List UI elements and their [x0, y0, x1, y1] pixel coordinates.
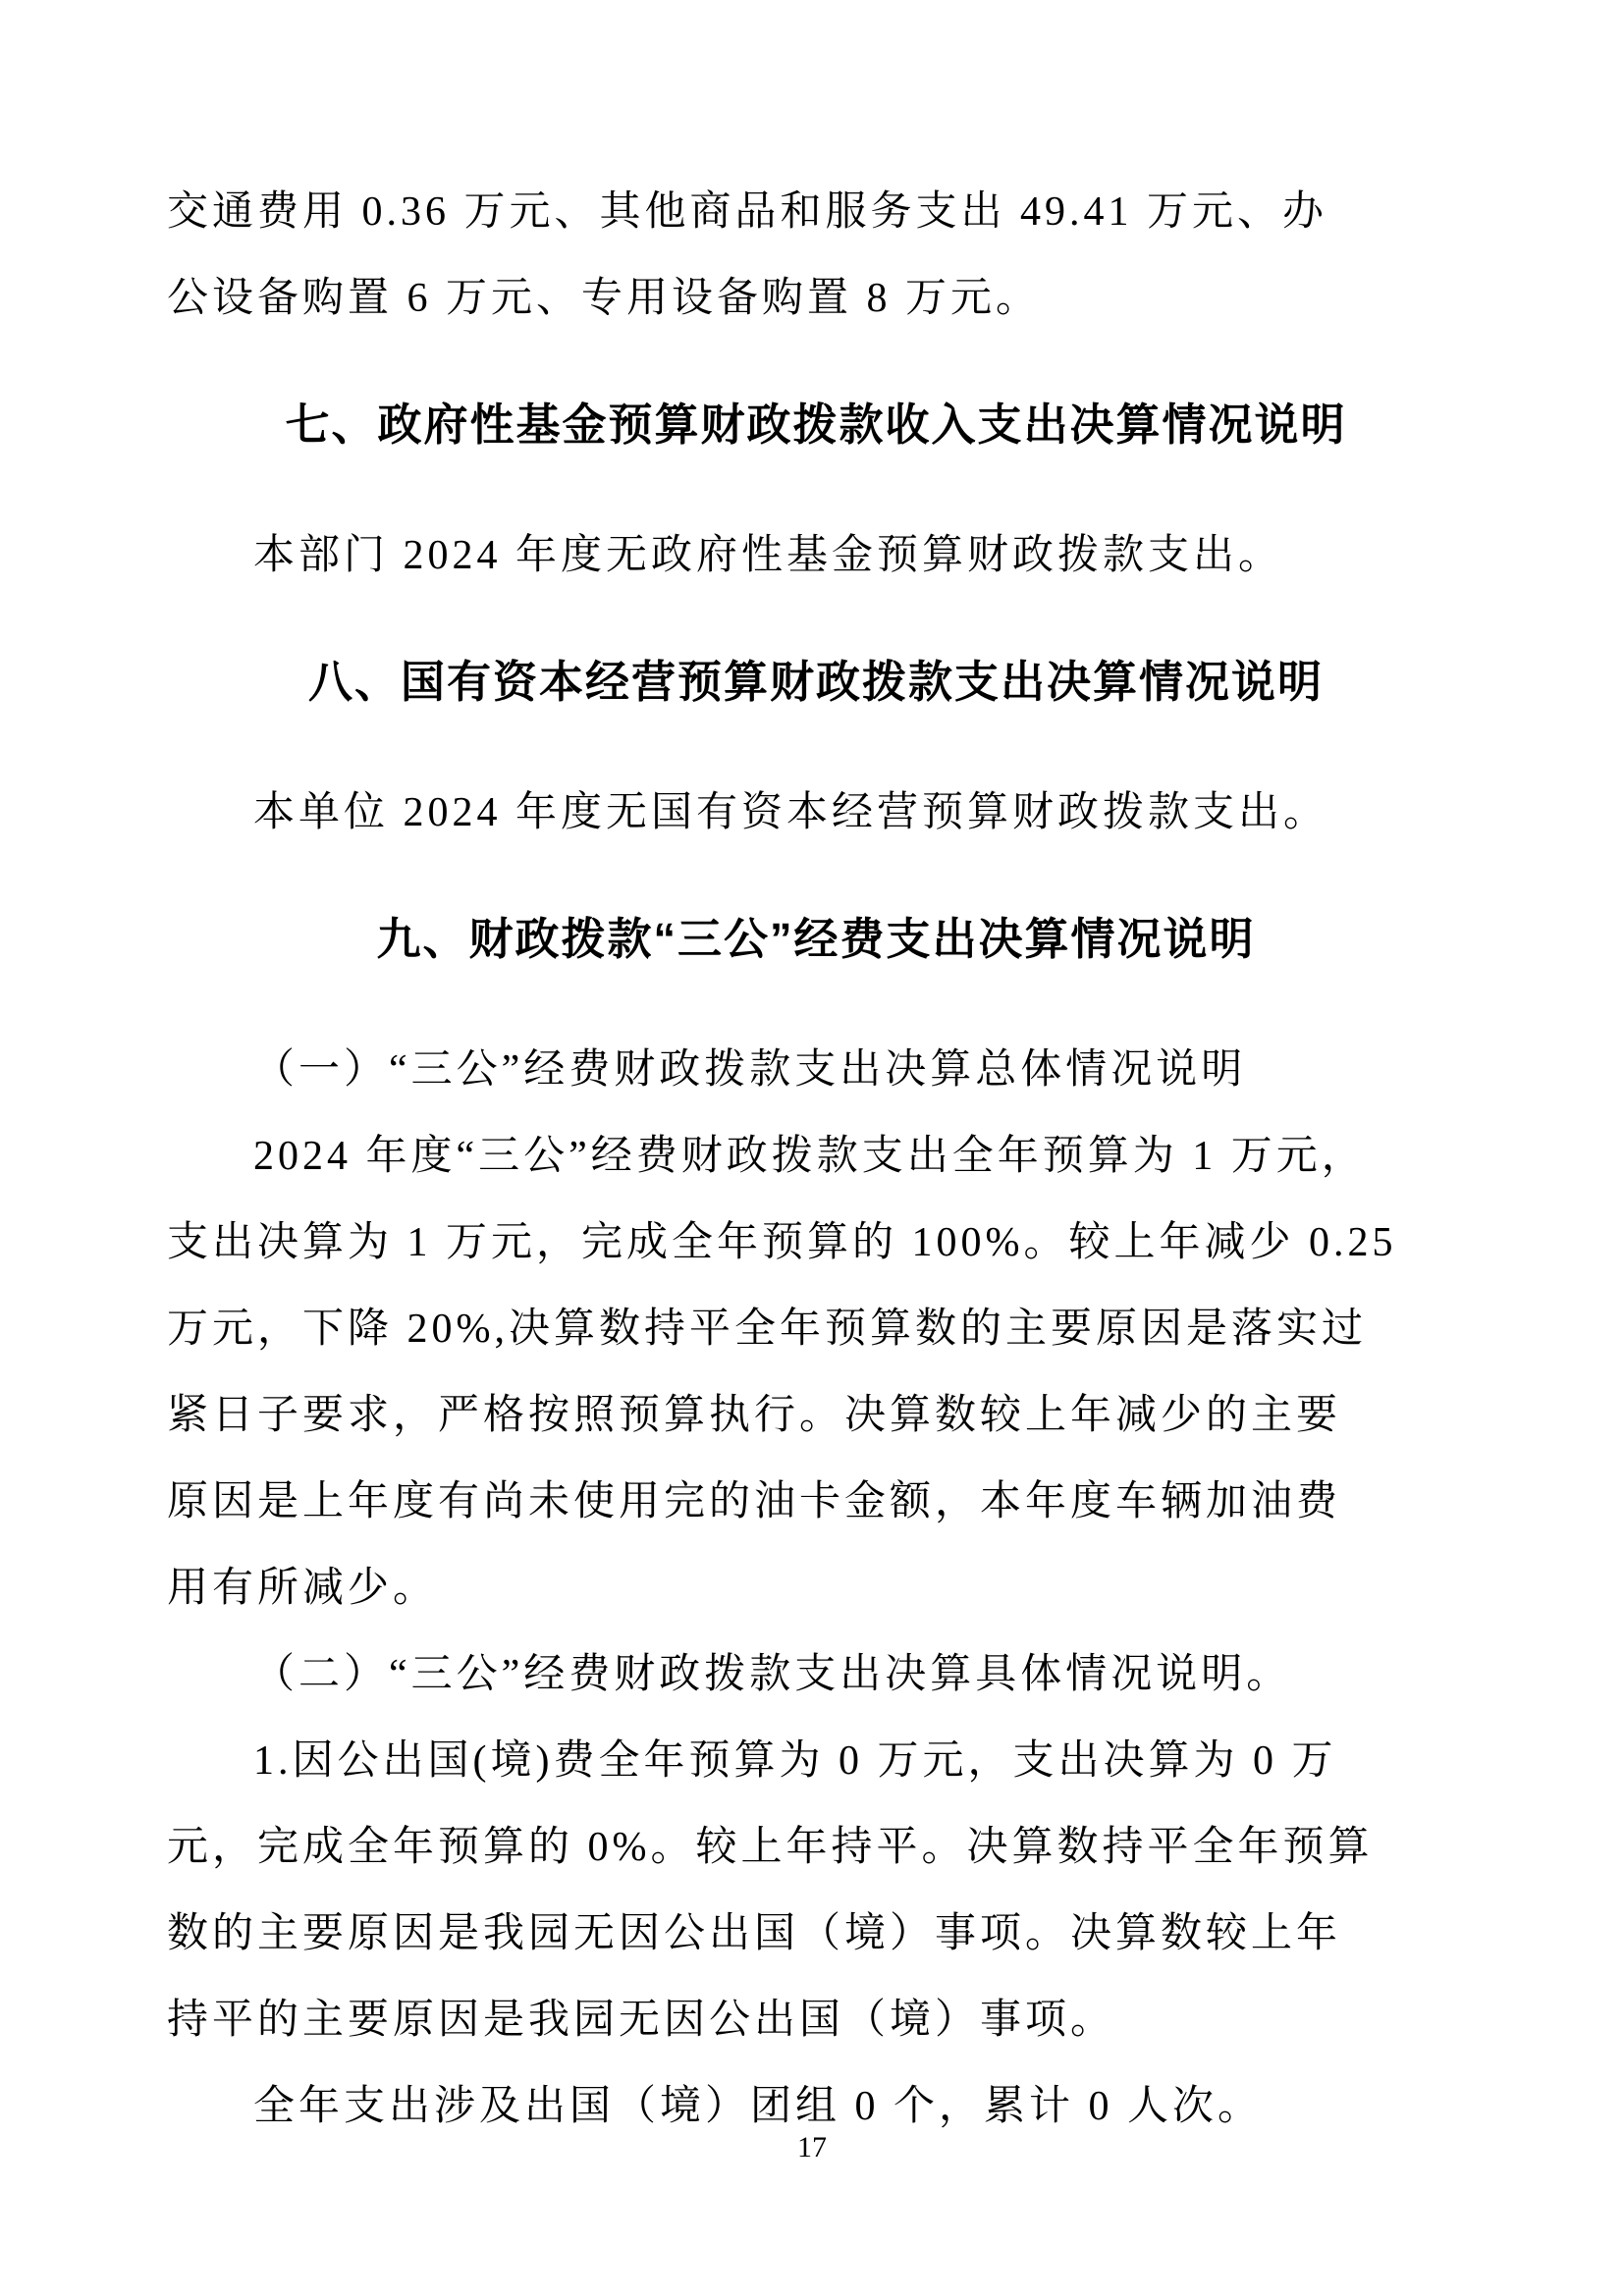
text-line: 本单位 2024 年度无国有资本经营预算财政拨款支出。	[253, 790, 1329, 835]
text-line: 元，完成全年预算的 0%。较上年持平。决算数持平全年预算	[167, 1825, 1374, 1870]
text-line: 交通费用 0.36 万元、其他商品和服务支出 49.41 万元、办	[167, 189, 1328, 235]
section-heading: 七、政府性基金预算财政拨款收入支出决算情况说明	[285, 400, 1347, 450]
text-line: 用有所减少。	[167, 1566, 439, 1611]
section-heading: 九、财政拨款“三公”经费支出决算情况说明	[376, 914, 1256, 964]
text-line: 数的主要原因是我园无因公出国（境）事项。决算数较上年	[167, 1911, 1342, 1956]
text-line: 紧日子要求，严格按照预算执行。决算数较上年减少的主要	[167, 1393, 1342, 1438]
text-line: （一）“三公”经费财政拨款支出决算总体情况说明	[253, 1047, 1247, 1093]
text-line: 原因是上年度有尚未使用完的油卡金额，本年度车辆加油费	[167, 1479, 1342, 1524]
text-line: 1.因公出国(境)费全年预算为 0 万元，支出决算为 0 万	[253, 1738, 1337, 1784]
text-line: 本部门 2024 年度无政府性基金预算财政拨款支出。	[253, 533, 1284, 578]
text-line: 公设备购置 6 万元、专用设备购置 8 万元。	[167, 276, 1042, 321]
page-number: 17	[797, 2131, 827, 2163]
section-heading: 八、国有资本经营预算财政拨款支出决算情况说明	[307, 657, 1324, 707]
document-content	[167, 169, 1465, 2150]
text-line: （二）“三公”经费财政拨款支出决算具体情况说明。	[253, 1652, 1292, 1697]
text-line: 持平的主要原因是我园无因公出国（境）事项。	[167, 1998, 1116, 2043]
text-line: 支出决算为 1 万元，完成全年预算的 100%。较上年减少 0.25	[167, 1220, 1397, 1265]
text-line: 全年支出涉及出国（境）团组 0 个，累计 0 人次。	[253, 2084, 1264, 2129]
text-line: 2024 年度“三公”经费财政拨款支出全年预算为 1 万元，	[253, 1134, 1367, 1179]
text-line: 万元，下降 20%,决算数持平全年预算数的主要原因是落实过	[167, 1307, 1367, 1352]
